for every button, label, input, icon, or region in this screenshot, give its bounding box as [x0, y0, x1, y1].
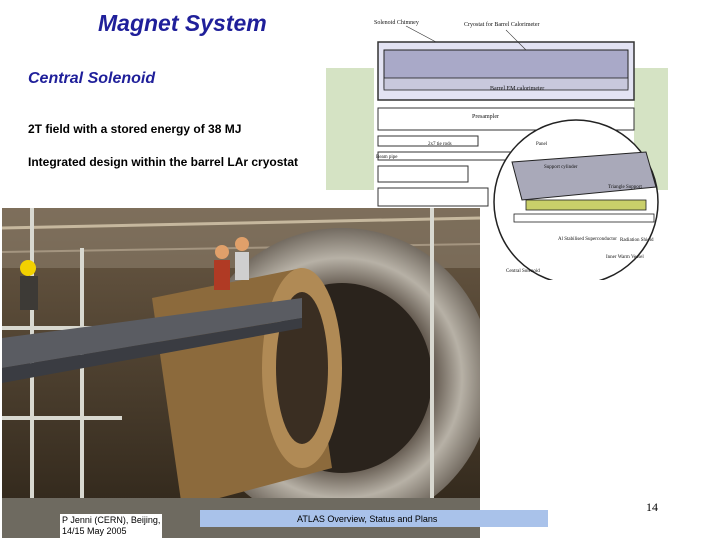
- label-beam-pipe: Beam pipe: [376, 155, 398, 160]
- footer-title: ATLAS Overview, Status and Plans: [297, 514, 438, 524]
- bullet-stored-energy: 2T field with a stored energy of 38 MJ: [28, 122, 242, 136]
- label-tie-rods: 2x7 tie rods: [428, 142, 452, 147]
- label-al-stabilised: Al Stabilised Superconductor: [558, 237, 617, 242]
- label-chimney: Solenoid Chimney: [374, 20, 419, 26]
- label-support-cylinder: Support cylinder: [544, 165, 578, 170]
- label-barrel-em: Barrel EM calorimeter: [490, 86, 545, 92]
- slide-subtitle: Central Solenoid: [28, 70, 156, 87]
- label-radiation-shield: Radiation Shield: [620, 238, 654, 243]
- label-central-solenoid: Central Solenoid: [506, 269, 540, 274]
- photo-caption: The solenoid has been inserted into the LAr cryostat at the end of February 2004, and it was tested at full current (8 kA) during July 2004: [492, 342, 697, 401]
- label-presampler: Presampler: [472, 114, 499, 120]
- label-cryostat: Cryostat for Barrel Calorimeter: [464, 22, 540, 28]
- bullet-integrated-design: Integrated design within the barrel LAr cryostat: [28, 155, 299, 169]
- slide-title: Magnet System: [98, 10, 267, 36]
- footer-author-line2: 14/15 May 2005: [62, 526, 127, 536]
- label-triangle-support: Triangle Support: [608, 185, 642, 190]
- label-inner-wall: Inner Warm Vessel: [606, 255, 644, 260]
- label-panel: Panel: [536, 142, 548, 147]
- footer-author-line1: P Jenni (CERN), Beijing,: [62, 515, 161, 525]
- footer-author: [60, 514, 162, 538]
- page-number: 14: [646, 500, 658, 514]
- solenoid-insertion-photo: [2, 208, 480, 538]
